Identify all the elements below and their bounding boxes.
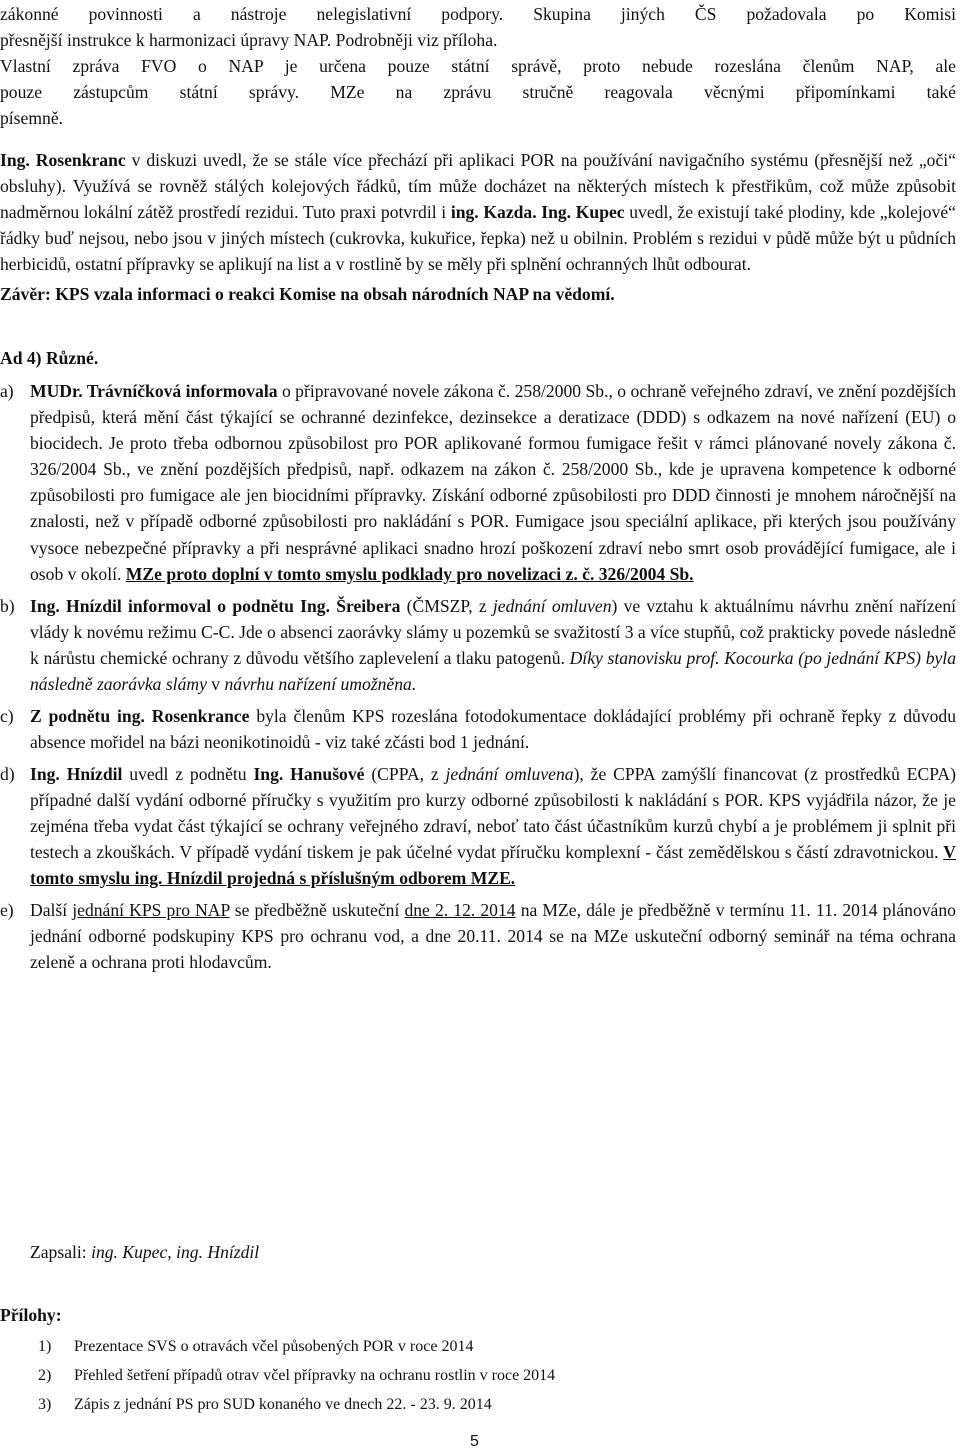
text-run: ) ve vztahu k aktuálnímu návrhu znění nařízení vlády k novému režimu C-C. Jde o absenci zaorávky slámy u pozemků se svažitostí 3 a více stupňů, což prakticky povede následně k nárůstu chemické ochrany z důvodu většího zaplevelení a tlaku patogenů. [30,596,957,669]
bold-run: Z podnětu ing. Rosenkrance [30,706,250,726]
decision-underlined: V tomto smyslu ing. Hnízdil projedná s příslušným odborem MZE. [30,842,956,889]
item-text [30,761,956,891]
recorded-label: Zapsali: [30,1242,92,1262]
item-text [30,897,956,975]
text-line: zákonné povinnosti a nástroje nelegislativní podpory. Skupina jiných ČS požadovala po Komisi [0,4,956,24]
list-item-e [0,897,956,975]
text-run: (CPPA, z [364,764,446,784]
italic-run: jednání omluvena [445,764,574,784]
underlined-run: dne 2. 12. 2014 [404,900,516,920]
item-label: d) [0,764,15,784]
decision-underlined: MZe proto doplní v tomto smyslu podklady pro novelizaci z. č. 326/2004 Sb. [125,563,694,584]
attachment-text: Zápis z jednání PS pro SUD konaného ve dnech 22. - 23. 9. 2014 [74,1396,492,1413]
text-run: v [206,674,225,695]
list-item-c [0,703,956,755]
attachments-title: Přílohy: [0,1305,62,1325]
section-heading: Ad 4) Různé. [0,348,99,368]
text-line: písemně. [0,108,64,129]
text-run: v diskuzi uvedl, že se stále více přechází při aplikaci POR na používání navigačního systému (přesnější než „oči“ obsluhy). Využívá se rovněž stálých kolejových řádků, tím může docházet na některých místech k přestřikům, což může způsobit nadměrnou lokální zátěž prostředí rezidui. Tuto praxi potvrdil i [0,150,956,223]
paragraph-rosenkranc [0,147,956,277]
list-item-d [0,761,956,891]
attachment-number: 3) [38,1396,52,1413]
attachment-item [38,1394,492,1416]
italic-run: návrhu nařízení umožněna. [224,674,417,695]
item-text [30,703,956,755]
paragraph-nap-report [0,1,956,131]
name-kazda-kupec: ing. Kazda. Ing. Kupec [450,202,625,223]
text-run: Další [30,900,73,920]
attachment-number: 2) [38,1367,52,1384]
text-run: uvedl, že existují také plodiny, kde „kolejové“ řádky buď nejsou, nebo jsou v jiných místech (cukrovka, kukuřice, řepka) než u obilnin. Problém s rezidui v půdě může být u půdních herbicidů, ostatní přípravky se aplikují na list a v rostlině by se měly při splnění ochranných lhůt odbourat. [0,202,956,275]
name-rosenkranc: Rosenkranc [35,150,126,170]
bold-run: Ing. Hnízdil informoval o podnětu Ing. Šreibera [30,596,401,616]
page-number: 5 [470,1433,479,1450]
text-line: pouze zástupcům státní správy. MZe na zprávu stručně reagovala věcnými připomínkami také [0,82,956,103]
attachment-item [38,1336,473,1358]
text-run: o připravované novele zákona č. 258/2000 Sb., o ochraně veřejného zdraví, ve znění pozdějších předpisů, která mění část týkající se ochranné dezinfekce, dezinsekce a deratizace (DDD) s odkazem na nové nařízení (EU) o biocidech. Je proto třeba odbornou způsobilost pro POR aplikované formou fumigace řešit v rámci plánované novely zákona č. 326/2004 Sb., ve znění pozdějších předpisů, např. odkazem na zákon č. 258/2000 Sb., kde je upravena kompetence k odborné způsobilosti pro fumigace ale jen biocidními přípravky. Získání odborné způsobilosti pro DDD činnosti je mnohem náročnější na znalosti, než v případě odborné způsobilosti pro nakládání s POR. Fumigace jsou speciální aplikace, při kterých jsou používány vysoce nebezpečné přípravky a při nesprávné aplikaci snadno hrozí poškození zdraví nebo smrt osob provádějící fumigace, ale i osob v okolí. [30,381,957,584]
item-text [30,378,956,587]
attachment-item [38,1365,555,1387]
text-run: uvedl z podnětu [122,764,254,784]
bold-run: Ing. Hnízdil [30,764,123,784]
bold-run: MUDr. Trávníčková informovala [30,381,278,401]
text-line: Vlastní zpráva FVO o NAP je určena pouze státní správě, proto nebude rozeslána členům NAP, ale [0,56,956,77]
underlined-run: jednání KPS pro NAP [72,900,230,920]
attachment-number: 1) [38,1338,52,1355]
attachment-text: Prezentace SVS o otravách včel působených POR v roce 2014 [74,1338,474,1355]
item-label: b) [0,596,15,616]
item-label: e) [0,900,14,920]
text-line: přesnější instrukce k harmonizaci úpravy NAP. Podrobněji viz příloha. [0,30,498,51]
italic-run: jednání omluven [492,596,612,616]
item-label: c) [0,706,14,726]
list-item-b [0,593,956,697]
recorded-names: ing. Kupec, ing. Hnízdil [91,1242,260,1262]
recorded-by [30,1239,960,1265]
text-run: ), že CPPA zamýšlí financovat (z prostředků ECPA) případné další vydání odborné příručky s využitím pro kurzy odborné způsobilosti k nakládání s POR. KPS vyjádřila názor, že je zejména třeba vydat část týkající se ochrany veřejného zdraví, neboť tato část účastníkům kurzů chybí a je problémem ji splnit při testech a zkouškách. V případě vydání tiskem je pak účelné vydat příručku komplexní - část zemědělskou s částí zdravotnickou. [30,764,957,863]
attachment-text: Přehled šetření případů otrav včel přípravky na ochranu rostlin v roce 2014 [74,1367,556,1384]
italic-run: Díky stanovisku prof. Kocourka (po jednání KPS) byla následně zaorávka slámy [30,648,956,695]
text-run: na MZe, dále je předběžně v termínu 11. 11. 2014 plánováno jednání odborné podskupiny KPS pro ochranu vod, a dne 20.11. 2014 se na MZe uskuteční odborný seminář na téma ochrana zeleně a ochrana proti hlodavcům. [30,900,956,973]
list-item-a [0,378,956,587]
text-run: byla členům KPS rozeslána fotodokumentace dokládající problémy při ochraně řepky z důvodu absence mořidel na bázi neonikotinoidů - viz také zčásti bod 1 jednání. [30,706,957,753]
item-label: a) [0,381,14,401]
bold-run: Ing. Hanušové [253,764,365,784]
text-run: (ČMSZP, z [400,596,493,616]
text-run: se předběžně uskuteční [229,900,405,920]
name-ing: Ing. [0,150,30,170]
conclusion: Závěr: KPS vzala informaci o reakci Komise na obsah národních NAP na vědomí. [0,284,615,304]
item-text [30,593,956,697]
